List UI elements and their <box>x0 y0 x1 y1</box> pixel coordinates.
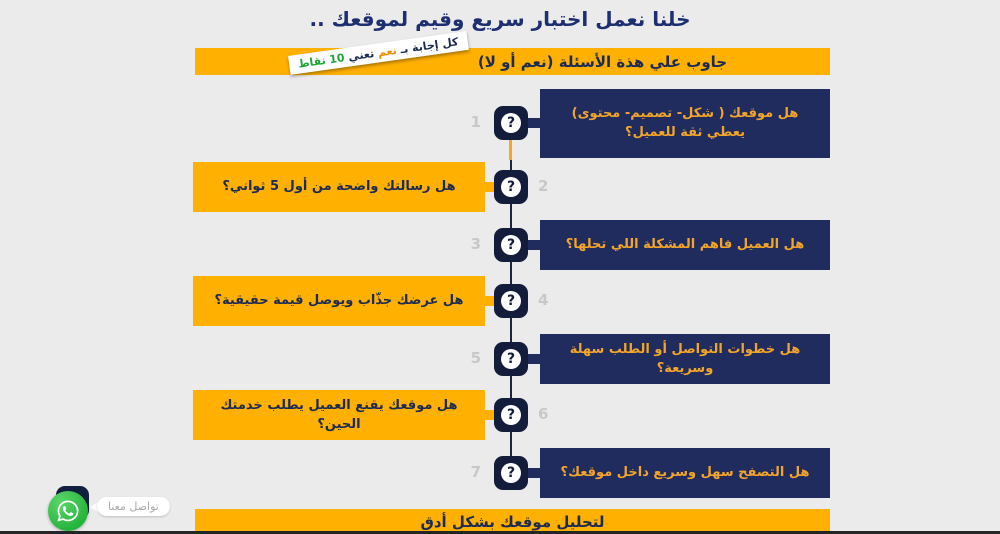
question-node <box>494 456 528 490</box>
question-node <box>494 284 528 318</box>
question-text: هل خطوات التواصل أو الطلب سهلة وسريعة؟ <box>569 341 801 376</box>
question-mark-icon: ? <box>501 113 521 133</box>
question-box <box>193 162 485 212</box>
header-bar-text: جاوب علي هذة الأسئلة (نعم أو لا) <box>477 52 728 71</box>
question-mark-icon: ? <box>501 235 521 255</box>
timeline-line-accent <box>509 140 512 160</box>
question-node <box>494 170 528 204</box>
question-number: 4 <box>538 291 549 309</box>
footer-bar-text: لتحليل موقعك بشكل أدق <box>420 513 605 531</box>
question-number: 2 <box>538 177 549 195</box>
question-text: هل رسالتك واضحة من أول 5 ثواني؟ <box>222 179 456 195</box>
badge-yes-word: نعم <box>376 43 398 60</box>
question-number: 1 <box>470 113 481 131</box>
question-box <box>540 220 830 270</box>
question-node <box>494 398 528 432</box>
question-box <box>540 334 830 384</box>
question-box <box>540 89 830 158</box>
badge-middle: تعني <box>347 47 375 64</box>
badge-prefix: كل إجابة بـ <box>399 35 460 57</box>
question-number: 7 <box>470 463 481 481</box>
question-box <box>193 276 485 326</box>
question-number: 5 <box>470 349 481 367</box>
question-box <box>540 448 830 498</box>
whatsapp-button[interactable] <box>48 491 88 531</box>
question-node <box>494 228 528 262</box>
question-number: 6 <box>538 405 549 423</box>
question-number: 3 <box>470 235 481 253</box>
badge-points: 10 نقاط <box>297 51 346 71</box>
question-node <box>494 342 528 376</box>
question-mark-icon: ? <box>501 463 521 483</box>
question-text: هل موقعك ( شكل- تصميم- محتوى) يعطي ثقة للعميل؟ <box>571 105 799 140</box>
question-text: هل التصفح سهل وسريع داخل موقعك؟ <box>560 465 810 481</box>
question-node <box>494 106 528 140</box>
page-title: خلنا نعمل اختبار سريع وقيم لموقعك .. <box>309 7 691 31</box>
question-mark-icon: ? <box>501 291 521 311</box>
question-text: هل عرضك جذّاب ويوصل قيمة حقيقية؟ <box>214 293 464 309</box>
whatsapp-icon <box>56 499 80 523</box>
question-mark-icon: ? <box>501 405 521 425</box>
question-text: هل العميل فاهم المشكلة اللي تحلها؟ <box>565 237 805 253</box>
question-mark-icon: ? <box>501 177 521 197</box>
question-text: هل موقعك يقنع العميل يطلب خدمتك الحين؟ <box>220 397 458 432</box>
whatsapp-contact-label[interactable]: تواصل معنا <box>97 497 170 516</box>
question-box <box>193 390 485 440</box>
question-mark-icon: ? <box>501 349 521 369</box>
